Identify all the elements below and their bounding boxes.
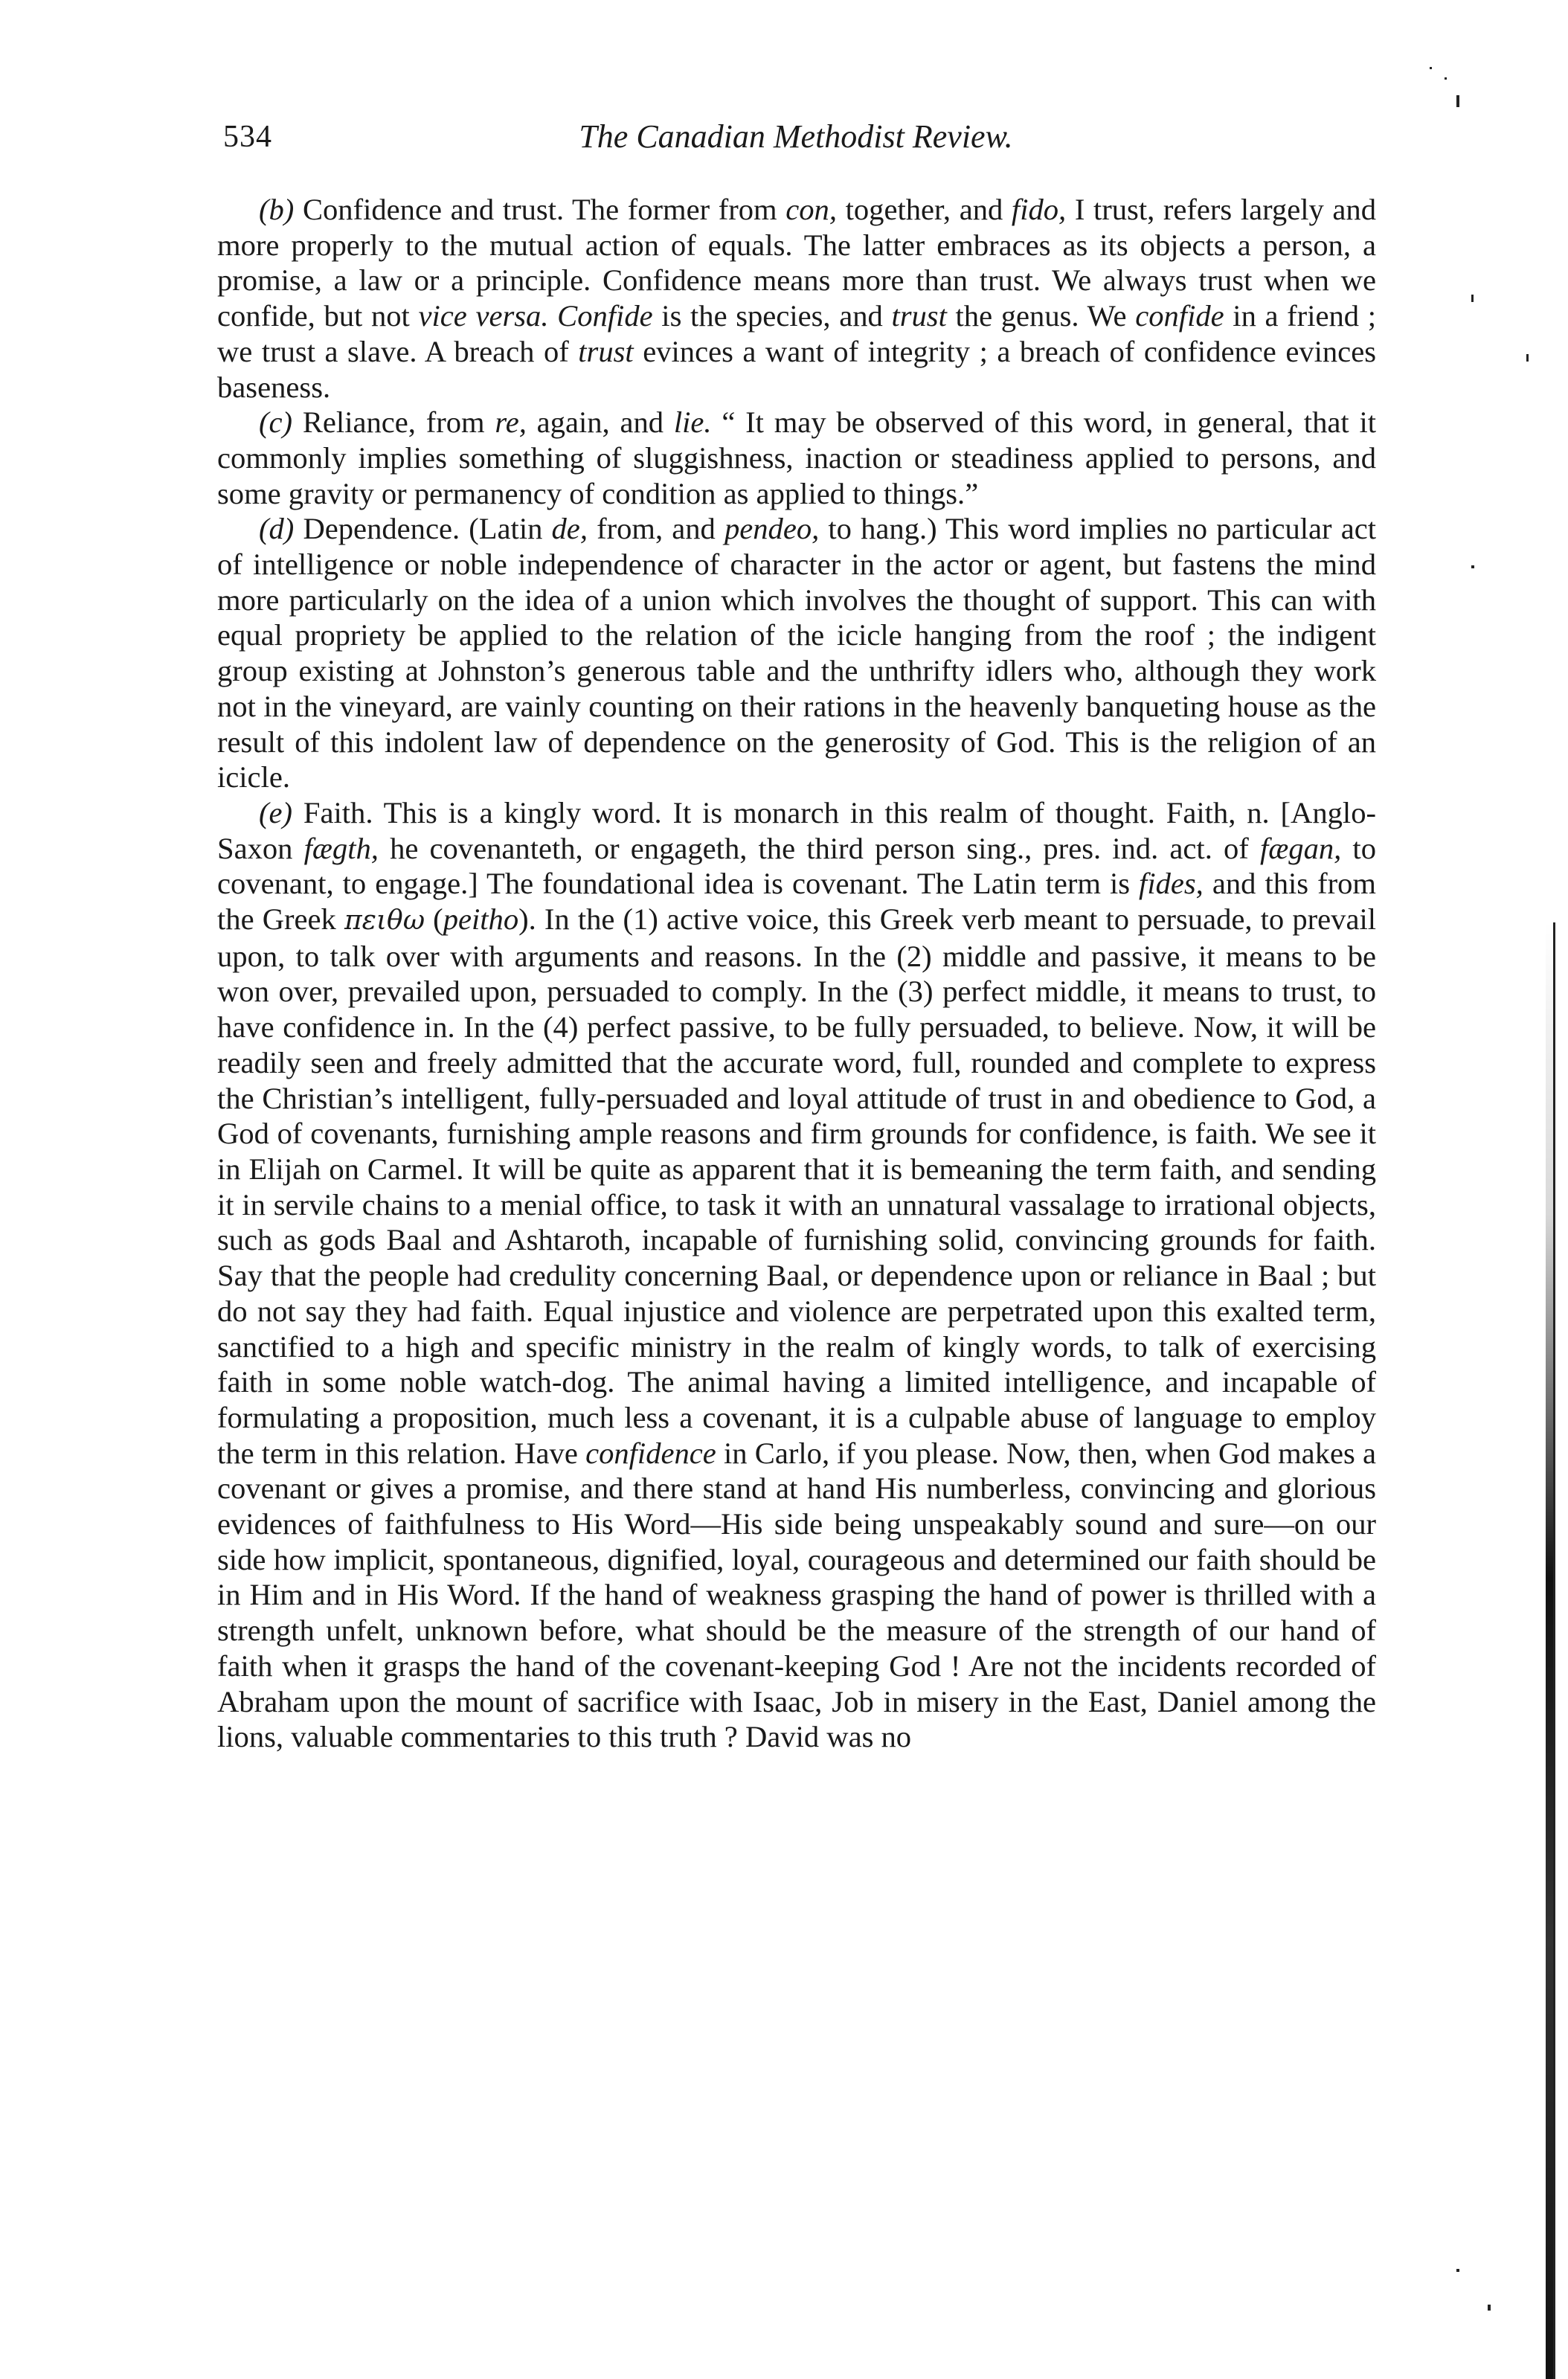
text-run: the genus. We	[946, 299, 1136, 333]
text-run	[548, 299, 557, 333]
text-run: together, and	[836, 193, 1012, 226]
scan-speck	[1526, 354, 1529, 362]
italic-term: fægan,	[1259, 831, 1342, 865]
scan-speck	[1430, 67, 1432, 69]
scan-edge-shadow	[1546, 922, 1553, 2379]
scan-speck	[1445, 77, 1447, 80]
text-run: evinces a want of integrity ; a breach of confidence evinces baseness.	[217, 334, 1376, 404]
body-text	[217, 192, 1376, 1755]
text-run: I trust, refers largely and more properly to the mutual action of equals. The latter embraces as its objects a person, a promise, a law or a principle. Confidence means more than trust. We always trust when we confide, but not	[217, 193, 1376, 333]
italic-term: confidence	[585, 1436, 716, 1470]
item-label: (b)	[259, 193, 295, 226]
scan-speck	[1471, 295, 1474, 302]
italic-term: fides,	[1139, 867, 1204, 901]
text-run: in a friend ; we trust a slave. A breach of	[217, 299, 1376, 368]
scan-speck	[1488, 2305, 1491, 2311]
italic-term: fido,	[1011, 193, 1067, 226]
running-title: The Canadian Methodist Review.	[579, 118, 1013, 155]
italic-term: vice versa.	[418, 299, 549, 333]
italic-term: Confide	[557, 299, 653, 333]
item-label: (d)	[259, 512, 295, 546]
page-header	[223, 113, 1369, 161]
italic-term: de,	[551, 512, 588, 546]
paragraph-dependence	[217, 511, 1376, 795]
text-run: again, and	[526, 405, 674, 440]
scan-speck	[1456, 95, 1459, 107]
italic-term: re,	[495, 405, 527, 440]
italic-term: pendeo,	[724, 512, 820, 546]
item-label: (c)	[259, 405, 293, 440]
italic-term: peitho	[443, 902, 519, 937]
text-run: to covenant, to engage.] The foundational idea is covenant. The Latin term is	[217, 831, 1376, 901]
italic-term: confide	[1135, 299, 1224, 333]
paragraph-confidence	[217, 192, 1376, 405]
item-label: (e)	[259, 795, 293, 829]
greek-word: πειθω	[344, 905, 425, 937]
text-run: ). In the (1) active voice, this Greek verb meant to persuade, to prevail upon, to talk over with arguments and reasons. In the (2) middle and passive, it means to be won over, prevailed upon, persuaded to comply. In the (3) perfect middle, it means to trust, to have confidence in. In the (4) perfect passive, to be fully persuaded, to believe. Now, it will be readily seen and freely admitted that the accurate word, full, rounded and complete to express the Christian’s intelligent, fully-persuaded and loyal attitude of trust in and obedience to God, a God of covenants, furnishing ample reasons and firm grounds for confidence, is faith. We see it in Elijah on Carmel. It will be quite as apparent that it is bemeaning the term faith, and sending it in servile chains to a menial office, to task it with an unnatural vassalage to irrational objects, such as gods Baal and Ashtaroth, incapable of furnishing solid, convincing grounds for faith. Say that the people had credulity concerning Baal, or dependence upon or reliance in Baal ; but do not say they had faith. Equal injustice and violence are perpetrated upon this exalted term, sanctified to a high and specific ministry in the realm of kingly words, to talk of exercising faith in some noble watch-dog. The animal having a limited intelligence, and incapable of formulating a proposition, much less a covenant, it is a culpable abuse of language to employ the term in this relation. Have	[217, 902, 1376, 1470]
italic-term: con,	[785, 193, 837, 226]
scan-speck	[1456, 2269, 1459, 2272]
text-run: to hang.) This word implies no particular act of intelligence or noble independence of character in the actor or agent, but fastens the mind more particularly on the idea of a union which involves the thought of support. This can with equal propriety be applied to the relation of the icicle hanging from the roof ; the indigent group existing at Johnston’s generous table and the unthrifty idlers who, although they work not in the vineyard, are vainly counting on their rations in the heavenly banqueting house as the result of this indolent law of dependence on the generosity of God. This is the religion of an icicle.	[217, 512, 1376, 794]
scan-edge-line	[1553, 922, 1555, 2379]
text-run: Faith. This is a kingly word. It is monarch in this realm of thought. Faith, n. [Anglo-Saxon	[217, 795, 1376, 865]
text-run: in Carlo, if you please. Now, then, when God makes a covenant or gives a promise, and there stand at hand His numberless, convincing and glorious evidences of faithfulness to His Word—His side being unspeakably sound and sure—on our side how implicit, spontaneous, dignified, loyal, courageous and determined our faith should be in Him and in His Word. If the hand of weakness grasping the hand of power is thrilled with a strength unfelt, unknown before, what should be the measure of the strength of our hand of faith when it grasps the hand of the covenant-keeping God ! Are not the incidents recorded of Abraham upon the mount of sacrifice with Isaac, Job in misery in the East, Daniel among the lions, valuable commentaries to this truth ? David was no	[217, 1436, 1376, 1754]
scan-speck	[1471, 565, 1474, 568]
text-run: from, and	[587, 512, 724, 546]
text-run: and this from the Greek	[217, 867, 1376, 937]
italic-term: trust	[891, 299, 947, 333]
paragraph-faith	[217, 795, 1376, 1755]
italic-term: trust	[578, 334, 634, 368]
text-run: is the species, and	[652, 299, 892, 333]
italic-term: lie.	[673, 405, 712, 440]
page-number: 534	[223, 120, 272, 154]
text-run: Reliance, from	[292, 405, 495, 440]
text-run: Confidence and trust. The former from	[294, 193, 786, 226]
text-run: Dependence. (Latin	[294, 512, 552, 546]
paragraph-reliance	[217, 405, 1376, 511]
italic-term: fægth,	[303, 831, 379, 865]
text-run: (	[425, 902, 443, 937]
text-run: “ It may be observed of this word, in general, that it commonly implies something of sluggishness, inaction or steadiness applied to persons, and some gravity or permanency of condition as applied to things.”	[217, 405, 1376, 510]
text-run: he covenanteth, or engageth, the third person sing., pres. ind. act. of	[378, 831, 1260, 865]
